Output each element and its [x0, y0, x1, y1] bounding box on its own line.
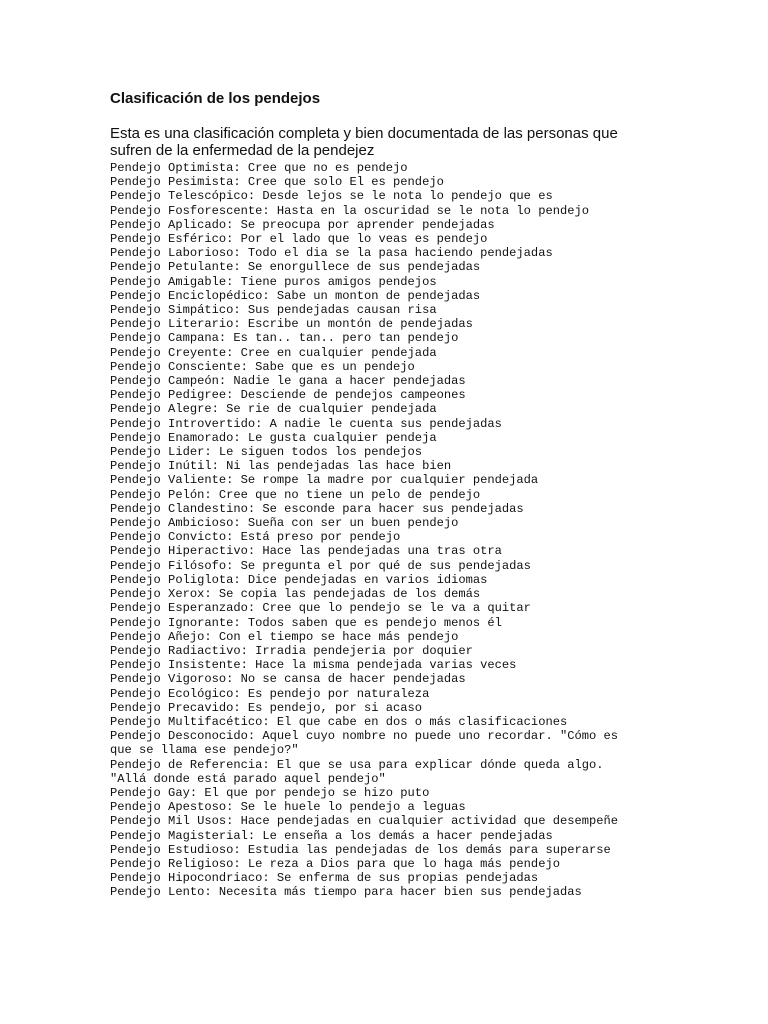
classification-entry: Pendejo Campeón: Nadie le gana a hacer pendejadas	[110, 374, 466, 389]
classification-entry: Pendejo Vigoroso: No se cansa de hacer pendejadas	[110, 672, 466, 687]
classification-entry: Pendejo Creyente: Cree en cualquier pendejada	[110, 345, 437, 360]
classification-entry: Pendejo Esperanzado: Cree que lo pendejo se le va a quitar	[110, 601, 531, 616]
classification-entry: Pendejo Pelón: Cree que no tiene un pelo de pendejo	[110, 487, 481, 502]
classification-entry: Pendejo Estudioso: Estudia las pendejadas de los demás para superarse	[110, 842, 611, 857]
classification-entry: Pendejo Enamorado: Le gusta cualquier pendeja	[110, 430, 437, 445]
classification-entry: Pendejo Precavido: Es pendejo, por si acaso	[110, 700, 423, 715]
classification-entry: Pendejo Valiente: Se rompe la madre por cualquier pendejada	[110, 473, 539, 488]
classification-entry: Pendejo Convicto: Está preso por pendejo	[110, 530, 401, 545]
classification-entry: Pendejo Telescópico: Desde lejos se le nota lo pendejo que es	[110, 189, 553, 204]
classification-entry: Pendejo Campana: Es tan.. tan.. pero tan pendejo	[110, 331, 459, 346]
classification-entry: Pendejo Optimista: Cree que no es pendejo	[110, 161, 408, 175]
classification-entry: Pendejo Multifacético: El que cabe en dos o más clasificaciones	[110, 714, 568, 729]
classification-entry: Pendejo Fosforescente: Hasta en la oscuridad se le nota lo pendejo	[110, 203, 589, 218]
classification-entry: Pendejo Lider: Le siguen todos los pendejos	[110, 445, 423, 460]
classification-entry: Pendejo Gay: El que por pendejo se hizo puto	[110, 785, 430, 800]
classification-entry: Pendejo Magisterial: Le enseña a los demás a hacer pendejadas	[110, 828, 553, 843]
classification-entry: Pendejo Filósofo: Se pregunta el por qué de sus pendejadas	[110, 558, 531, 573]
classification-entry: Pendejo Esférico: Por el lado que lo veas es pendejo	[110, 232, 488, 247]
classification-entry: Pendejo Mil Usos: Hace pendejadas en cualquier actividad que desempeñe	[110, 814, 619, 829]
classification-entry: Pendejo Desconocido: Aquel cuyo nombre no puede uno recordar. "Cómo es que se llama ese pendejo?"	[110, 729, 626, 758]
classification-entry: Pendejo Insistente: Hace la misma pendejada varias veces	[110, 658, 517, 673]
classification-entry: Pendejo Ecológico: Es pendejo por naturaleza	[110, 686, 430, 701]
classification-entry: Pendejo Ignorante: Todos saben que es pendejo menos él	[110, 615, 502, 630]
classification-entry: Pendejo Clandestino: Se esconde para hacer sus pendejadas	[110, 501, 524, 516]
classification-entry: Pendejo Petulante: Se enorgullece de sus pendejadas	[110, 260, 481, 275]
classification-entry: Pendejo Ambicioso: Sueña con ser un buen pendejo	[110, 516, 459, 531]
classification-entry: Pendejo Alegre: Se rie de cualquier pendejada	[110, 402, 437, 417]
document-intro: Esta es una clasificación completa y bien documentada de las personas que sufren de la enfermedad de la pendejez	[110, 125, 618, 159]
classification-entry: Pendejo Xerox: Se copia las pendejadas de los demás	[110, 587, 481, 602]
document-title: Clasificación de los pendejos	[110, 90, 321, 107]
classification-entry: Pendejo Aplicado: Se preocupa por aprender pendejadas	[110, 217, 495, 232]
classification-entry: Pendejo Apestoso: Se le huele lo pendejo a leguas	[110, 800, 466, 815]
classification-entry: Pendejo Hiperactivo: Hace las pendejadas una tras otra	[110, 544, 502, 559]
classification-entry: Pendejo Poliglota: Dice pendejadas en varios idiomas	[110, 572, 488, 587]
classification-entry: Pendejo Enciclopédico: Sabe un monton de pendejadas	[110, 288, 481, 303]
classification-entry: Pendejo Introvertido: A nadie le cuenta sus pendejadas	[110, 416, 502, 431]
classification-entry: Pendejo Laborioso: Todo el dia se la pasa haciendo pendejadas	[110, 246, 553, 261]
classification-entry: Pendejo Radiactivo: Irradia pendejeria por doquier	[110, 643, 473, 658]
classification-entry: Pendejo Hipocondriaco: Se enferma de sus propias pendejadas	[110, 871, 539, 886]
classification-list	[110, 161, 730, 900]
classification-entry: Pendejo Consciente: Sabe que es un pendejo	[110, 359, 415, 374]
classification-entry: Pendejo de Referencia: El que se usa para explicar dónde queda algo. "Allá donde está parado aquel pendejo"	[110, 757, 611, 786]
classification-entry: Pendejo Religioso: Le reza a Dios para que lo haga más pendejo	[110, 856, 560, 871]
classification-entry: Pendejo Añejo: Con el tiempo se hace más pendejo	[110, 629, 459, 644]
classification-entry: Pendejo Literario: Escribe un montón de pendejadas	[110, 317, 473, 332]
classification-entry: Pendejo Pedigree: Desciende de pendejos campeones	[110, 388, 466, 403]
document-page	[110, 90, 730, 900]
classification-entry: Pendejo Lento: Necesita más tiempo para hacer bien sus pendejadas	[110, 885, 582, 900]
classification-entry: Pendejo Simpático: Sus pendejadas causan risa	[110, 303, 437, 318]
classification-entry: Pendejo Amigable: Tiene puros amigos pendejos	[110, 274, 437, 289]
classification-entry: Pendejo Pesimista: Cree que solo El es pendejo	[110, 175, 444, 190]
classification-entry: Pendejo Inútil: Ni las pendejadas las hace bien	[110, 459, 452, 474]
